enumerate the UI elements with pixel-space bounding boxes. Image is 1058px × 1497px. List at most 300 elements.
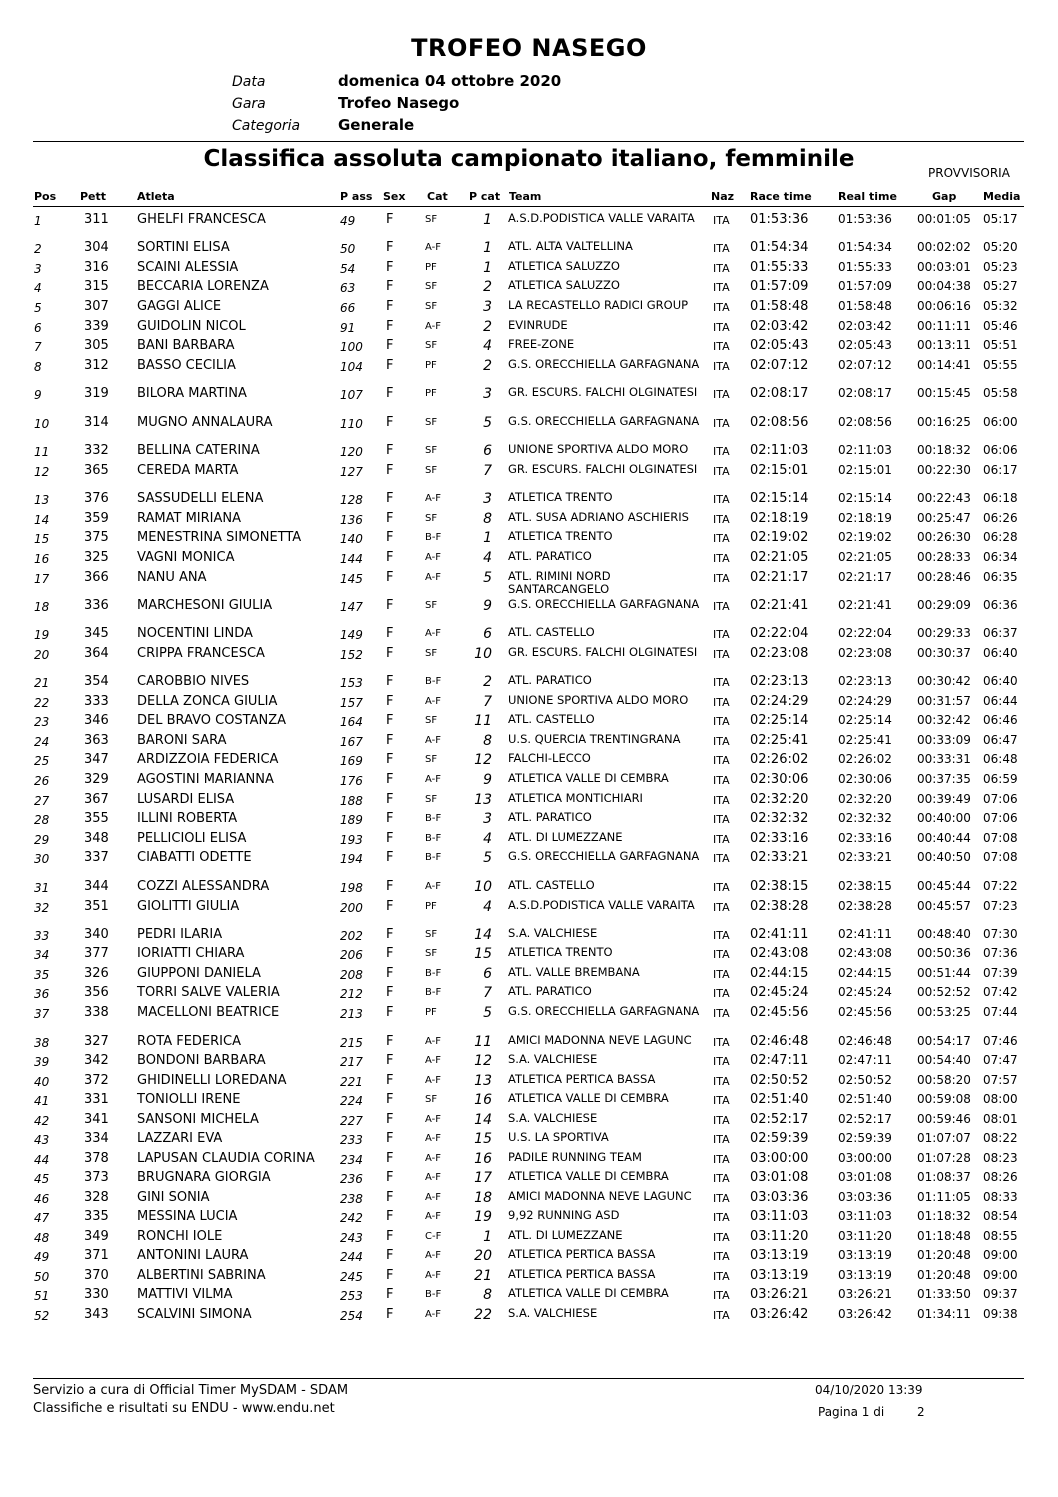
cell-pcat: 10 — [474, 646, 492, 662]
cell-media: 09:38 — [983, 1307, 1018, 1321]
cell-team: ATL. PARATICO — [508, 673, 592, 687]
cell-real-time: 03:13:19 — [838, 1268, 892, 1282]
cell-pett: 338 — [84, 1005, 109, 1020]
cell-naz: ITA — [713, 465, 730, 478]
cell-atleta: CRIPPA FRANCESCA — [137, 646, 265, 661]
cell-pos: 43 — [34, 1133, 50, 1147]
cell-race-time: 02:33:16 — [750, 831, 809, 846]
cell-gap: 01:20:48 — [917, 1248, 971, 1262]
cell-cat: SF — [425, 513, 438, 524]
cell-pos: 2 — [34, 242, 42, 256]
cell-cat: A-F — [425, 1270, 441, 1281]
cell-real-time: 03:01:08 — [838, 1170, 892, 1184]
cell-sex: F — [386, 212, 394, 227]
cell-cat: A-F — [425, 1055, 441, 1066]
cell-cat: SF — [425, 417, 438, 428]
cell-real-time: 02:33:16 — [838, 831, 892, 845]
cell-pcat: 1 — [483, 260, 492, 276]
cell-pett: 342 — [84, 1053, 109, 1068]
cell-pett: 337 — [84, 850, 109, 865]
cell-race-time: 02:59:39 — [750, 1131, 809, 1146]
cell-sex: F — [386, 811, 394, 826]
cell-race-time: 02:41:11 — [750, 927, 809, 942]
cell-gap: 01:20:48 — [917, 1268, 971, 1282]
cell-real-time: 02:25:14 — [838, 713, 892, 727]
cell-atleta: BONDONI BARBARA — [137, 1053, 266, 1068]
cell-naz: ITA — [713, 1250, 730, 1263]
cell-sex: F — [386, 550, 394, 565]
cell-pett: 334 — [84, 1131, 109, 1146]
cell-pass: 224 — [340, 1094, 363, 1108]
cell-pass: 110 — [340, 417, 363, 431]
cell-pos: 37 — [34, 1007, 50, 1021]
cell-naz: ITA — [713, 628, 730, 641]
cell-media: 08:01 — [983, 1112, 1018, 1126]
cell-cat: A-F — [425, 321, 441, 332]
cell-media: 09:00 — [983, 1268, 1018, 1282]
cell-team: G.S. ORECCHIELLA GARFAGNANA — [508, 414, 700, 428]
cell-atleta: MARCHESONI GIULIA — [137, 598, 273, 613]
cell-team: ATLETICA TRENTO — [508, 529, 613, 543]
cell-pos: 15 — [34, 532, 50, 546]
cell-pett: 348 — [84, 831, 109, 846]
cell-gap: 00:45:44 — [917, 879, 971, 893]
cell-pett: 311 — [84, 212, 109, 227]
cell-sex: F — [386, 674, 394, 689]
cell-atleta: GHIDINELLI LOREDANA — [137, 1073, 287, 1088]
cell-cat: B-F — [425, 813, 442, 824]
cell-gap: 00:25:47 — [917, 511, 971, 525]
cell-team: AMICI MADONNA NEVE LAGUNC — [508, 1033, 692, 1047]
cell-gap: 00:28:46 — [917, 570, 971, 584]
cell-sex: F — [386, 491, 394, 506]
cell-sex: F — [386, 1034, 394, 1049]
cell-media: 08:22 — [983, 1131, 1018, 1145]
cell-gap: 01:07:28 — [917, 1151, 971, 1165]
cell-sex: F — [386, 415, 394, 430]
cell-pcat: 7 — [483, 463, 492, 479]
cell-gap: 00:01:05 — [917, 212, 971, 226]
cell-pass: 206 — [340, 948, 363, 962]
cell-real-time: 02:52:17 — [838, 1112, 892, 1126]
cell-gap: 00:02:02 — [917, 240, 971, 254]
cell-pcat: 10 — [474, 879, 492, 895]
cell-atleta: BASSO CECILIA — [137, 358, 236, 373]
cell-naz: ITA — [713, 1211, 730, 1224]
cell-naz: ITA — [713, 572, 730, 585]
cell-gap: 01:18:48 — [917, 1229, 971, 1243]
cell-real-time: 02:05:43 — [838, 338, 892, 352]
cell-media: 07:06 — [983, 792, 1018, 806]
cell-pass: 188 — [340, 794, 363, 808]
cell-media: 05:20 — [983, 240, 1018, 254]
cell-pass: 194 — [340, 852, 363, 866]
cell-race-time: 01:55:33 — [750, 260, 809, 275]
cell-cat: C-F — [425, 1231, 442, 1242]
cell-pett: 356 — [84, 985, 109, 1000]
cell-pcat: 4 — [483, 831, 492, 847]
cell-team: ATL. SUSA ADRIANO ASCHIERIS — [508, 510, 689, 524]
cell-sex: F — [386, 694, 394, 709]
cell-pass: 254 — [340, 1309, 363, 1323]
cell-pass: 233 — [340, 1133, 363, 1147]
cell-cat: A-F — [425, 1133, 441, 1144]
cell-team: S.A. VALCHIESE — [508, 1306, 598, 1320]
cell-sex: F — [386, 279, 394, 294]
cell-atleta: BARONI SARA — [137, 733, 227, 748]
cell-race-time: 01:57:09 — [750, 279, 809, 294]
cell-pos: 3 — [34, 262, 42, 276]
cell-race-time: 02:08:17 — [750, 386, 809, 401]
cell-gap: 00:39:49 — [917, 792, 971, 806]
cell-real-time: 02:32:20 — [838, 792, 892, 806]
cell-team: UNIONE SPORTIVA ALDO MORO — [508, 693, 689, 707]
cell-pett: 365 — [84, 463, 109, 478]
cell-team: ATL. DI LUMEZZANE — [508, 830, 623, 844]
cell-pass: 198 — [340, 881, 363, 895]
cell-naz: ITA — [713, 1153, 730, 1166]
cell-pos: 33 — [34, 929, 50, 943]
cell-real-time: 03:03:36 — [838, 1190, 892, 1204]
cell-pett: 355 — [84, 811, 109, 826]
cell-pett: 378 — [84, 1151, 109, 1166]
cell-sex: F — [386, 1307, 394, 1322]
cell-cat: A-F — [425, 242, 441, 253]
cell-atleta: MESSINA LUCIA — [137, 1209, 238, 1224]
cell-naz: ITA — [713, 929, 730, 942]
cell-pass: 164 — [340, 715, 363, 729]
cell-media: 05:51 — [983, 338, 1018, 352]
cell-sex: F — [386, 792, 394, 807]
cell-cat: SF — [425, 948, 438, 959]
cell-pett: 366 — [84, 570, 109, 585]
cell-race-time: 03:26:42 — [750, 1307, 809, 1322]
cell-real-time: 02:08:17 — [838, 386, 892, 400]
cell-media: 05:27 — [983, 279, 1018, 293]
cell-pcat: 3 — [483, 811, 492, 827]
cell-pass: 147 — [340, 600, 363, 614]
cell-team: GR. ESCURS. FALCHI OLGINATESI — [508, 385, 698, 399]
cell-real-time: 02:24:29 — [838, 694, 892, 708]
cell-naz: ITA — [713, 1036, 730, 1049]
cell-pos: 35 — [34, 968, 50, 982]
cell-team: EVINRUDE — [508, 318, 568, 332]
cell-team: PADILE RUNNING TEAM — [508, 1150, 642, 1164]
cell-pass: 238 — [340, 1192, 363, 1206]
cell-atleta: MUGNO ANNALAURA — [137, 415, 273, 430]
cell-naz: ITA — [713, 715, 730, 728]
cell-cat: B-F — [425, 987, 442, 998]
cell-sex: F — [386, 1287, 394, 1302]
cell-naz: ITA — [713, 735, 730, 748]
cell-atleta: VAGNI MONICA — [137, 550, 235, 565]
cell-pett: 326 — [84, 966, 109, 981]
cell-cat: B-F — [425, 968, 442, 979]
cell-naz: ITA — [713, 676, 730, 689]
cell-pass: 54 — [340, 262, 356, 276]
data-label: Data — [232, 74, 266, 90]
cell-cat: A-F — [425, 1192, 441, 1203]
cell-cat: SF — [425, 794, 438, 805]
cell-media: 06:35 — [983, 570, 1018, 584]
cell-atleta: RAMAT MIRIANA — [137, 511, 241, 526]
cell-pcat: 17 — [474, 1170, 492, 1186]
cell-media: 06:40 — [983, 674, 1018, 688]
cell-cat: A-F — [425, 1075, 441, 1086]
cell-sex: F — [386, 1151, 394, 1166]
cell-atleta: COZZI ALESSANDRA — [137, 879, 270, 894]
cell-atleta: CAROBBIO NIVES — [137, 674, 250, 689]
cell-race-time: 02:43:08 — [750, 946, 809, 961]
cell-pos: 14 — [34, 513, 50, 527]
cell-naz: ITA — [713, 1231, 730, 1244]
cell-real-time: 02:23:13 — [838, 674, 892, 688]
cell-pcat: 8 — [483, 733, 492, 749]
cell-real-time: 02:30:06 — [838, 772, 892, 786]
cell-sex: F — [386, 570, 394, 585]
cell-pett: 315 — [84, 279, 109, 294]
cell-naz: ITA — [713, 262, 730, 275]
cell-cat: A-F — [425, 735, 441, 746]
cell-gap: 00:29:09 — [917, 598, 971, 612]
cell-atleta: IORIATTI CHIARA — [137, 946, 245, 961]
cell-pass: 245 — [340, 1270, 363, 1284]
cell-pos: 4 — [34, 281, 42, 295]
cell-media: 06:34 — [983, 550, 1018, 564]
cell-pass: 215 — [340, 1036, 363, 1050]
cell-pett: 364 — [84, 646, 109, 661]
cell-gap: 00:14:41 — [917, 358, 971, 372]
cell-media: 05:23 — [983, 260, 1018, 274]
cell-sex: F — [386, 1092, 394, 1107]
cell-team: S.A. VALCHIESE — [508, 1052, 598, 1066]
cell-pett: 330 — [84, 1287, 109, 1302]
cell-pett: 335 — [84, 1209, 109, 1224]
cell-cat: A-F — [425, 696, 441, 707]
cell-sex: F — [386, 598, 394, 613]
cell-gap: 00:04:38 — [917, 279, 971, 293]
cell-real-time: 02:08:56 — [838, 415, 892, 429]
col-header-atleta: Atleta — [137, 190, 175, 203]
cell-race-time: 02:03:42 — [750, 319, 809, 334]
cell-pcat: 5 — [483, 850, 492, 866]
cell-race-time: 01:54:34 — [750, 240, 809, 255]
cell-race-time: 01:53:36 — [750, 212, 809, 227]
cell-race-time: 02:33:21 — [750, 850, 809, 865]
cell-race-time: 02:25:41 — [750, 733, 809, 748]
cell-real-time: 03:26:42 — [838, 1307, 892, 1321]
cell-pcat: 11 — [474, 713, 492, 729]
cell-pass: 144 — [340, 552, 363, 566]
cell-pett: 341 — [84, 1112, 109, 1127]
cell-media: 06:59 — [983, 772, 1018, 786]
cell-pett: 363 — [84, 733, 109, 748]
cell-naz: ITA — [713, 360, 730, 373]
cell-pett: 305 — [84, 338, 109, 353]
cell-team: ATLETICA TRENTO — [508, 945, 613, 959]
cell-pett: 347 — [84, 752, 109, 767]
cell-media: 07:08 — [983, 831, 1018, 845]
cell-team: ATLETICA SALUZZO — [508, 278, 620, 292]
cell-sex: F — [386, 646, 394, 661]
cell-pos: 7 — [34, 340, 42, 354]
cell-cat: B-F — [425, 833, 442, 844]
cell-gap: 01:34:11 — [917, 1307, 971, 1321]
cell-pos: 39 — [34, 1055, 50, 1069]
cell-team: ATL. DI LUMEZZANE — [508, 1228, 623, 1242]
cell-race-time: 02:18:19 — [750, 511, 809, 526]
cell-media: 06:44 — [983, 694, 1018, 708]
cell-pett: 307 — [84, 299, 109, 314]
cell-sex: F — [386, 899, 394, 914]
cell-pos: 16 — [34, 552, 50, 566]
cell-sex: F — [386, 1112, 394, 1127]
cell-race-time: 02:19:02 — [750, 530, 809, 545]
cell-atleta: MENESTRINA SIMONETTA — [137, 530, 302, 545]
cell-pett: 333 — [84, 694, 109, 709]
cell-gap: 00:40:44 — [917, 831, 971, 845]
cell-gap: 00:33:31 — [917, 752, 971, 766]
cell-gap: 00:40:00 — [917, 811, 971, 825]
cell-pcat: 3 — [483, 299, 492, 315]
cell-atleta: PEDRI ILARIA — [137, 927, 223, 942]
cell-media: 06:47 — [983, 733, 1018, 747]
cell-real-time: 02:45:24 — [838, 985, 892, 999]
cell-race-time: 02:05:43 — [750, 338, 809, 353]
cell-pcat: 7 — [483, 694, 492, 710]
cell-pcat: 12 — [474, 752, 492, 768]
cell-gap: 01:18:32 — [917, 1209, 971, 1223]
cell-naz: ITA — [713, 901, 730, 914]
cell-real-time: 02:23:08 — [838, 646, 892, 660]
cell-gap: 01:33:50 — [917, 1287, 971, 1301]
cell-pett: 346 — [84, 713, 109, 728]
cell-pcat: 6 — [483, 443, 492, 459]
cell-pass: 149 — [340, 628, 363, 642]
cell-pos: 34 — [34, 948, 50, 962]
cell-cat: B-F — [425, 676, 442, 687]
cell-pass: 66 — [340, 301, 356, 315]
cell-real-time: 02:44:15 — [838, 966, 892, 980]
cell-pass: 244 — [340, 1250, 363, 1264]
cell-real-time: 02:46:48 — [838, 1034, 892, 1048]
cell-gap: 00:03:01 — [917, 260, 971, 274]
cell-media: 07:39 — [983, 966, 1018, 980]
cell-pos: 1 — [34, 214, 42, 228]
cell-naz: ITA — [713, 1172, 730, 1185]
cell-pett: 329 — [84, 772, 109, 787]
cell-pcat: 15 — [474, 946, 492, 962]
cell-pcat: 11 — [474, 1034, 492, 1050]
cell-pos: 21 — [34, 676, 50, 690]
cell-real-time: 02:21:05 — [838, 550, 892, 564]
cell-media: 06:36 — [983, 598, 1018, 612]
cell-naz: ITA — [713, 600, 730, 613]
cell-pos: 8 — [34, 360, 42, 374]
cell-naz: ITA — [713, 388, 730, 401]
cell-race-time: 02:30:06 — [750, 772, 809, 787]
cell-pett: 316 — [84, 260, 109, 275]
cell-pett: 345 — [84, 626, 109, 641]
cell-media: 06:46 — [983, 713, 1018, 727]
cell-team: A.S.D.PODISTICA VALLE VARAITA — [508, 898, 695, 912]
cell-real-time: 01:58:48 — [838, 299, 892, 313]
cell-atleta: SCAINI ALESSIA — [137, 260, 239, 275]
cell-race-time: 02:26:02 — [750, 752, 809, 767]
cell-gap: 00:15:45 — [917, 386, 971, 400]
cell-pos: 28 — [34, 813, 50, 827]
cell-sex: F — [386, 985, 394, 1000]
cell-media: 06:26 — [983, 511, 1018, 525]
cell-real-time: 02:41:11 — [838, 927, 892, 941]
cell-pass: 200 — [340, 901, 363, 915]
col-header-sex: Sex — [383, 190, 406, 203]
cell-cat: A-F — [425, 572, 441, 583]
cell-cat: A-F — [425, 774, 441, 785]
cell-real-time: 02:07:12 — [838, 358, 892, 372]
cell-pos: 52 — [34, 1309, 50, 1323]
cell-team: ATL. PARATICO — [508, 984, 592, 998]
cell-team: AMICI MADONNA NEVE LAGUNC — [508, 1189, 692, 1203]
cell-pett: 349 — [84, 1229, 109, 1244]
cell-race-time: 03:01:08 — [750, 1170, 809, 1185]
cell-atleta: SCALVINI SIMONA — [137, 1307, 252, 1322]
cell-naz: ITA — [713, 532, 730, 545]
cell-sex: F — [386, 1268, 394, 1283]
cell-pcat: 16 — [474, 1151, 492, 1167]
cell-team: FALCHI-LECCO — [508, 751, 591, 765]
cell-pett: 328 — [84, 1190, 109, 1205]
data-value: domenica 04 ottobre 2020 — [338, 72, 562, 90]
cell-team: ATL. ALTA VALTELLINA — [508, 239, 633, 253]
cell-cat: SF — [425, 281, 438, 292]
cell-pos: 27 — [34, 794, 50, 808]
cell-team: G.S. ORECCHIELLA GARFAGNANA — [508, 597, 700, 611]
cell-media: 06:00 — [983, 415, 1018, 429]
cell-pcat: 1 — [483, 1229, 492, 1245]
cell-pass: 128 — [340, 493, 363, 507]
cell-gap: 00:18:32 — [917, 443, 971, 457]
cell-pcat: 8 — [483, 511, 492, 527]
cell-pass: 153 — [340, 676, 363, 690]
cell-cat: A-F — [425, 1153, 441, 1164]
cell-pcat: 7 — [483, 985, 492, 1001]
cell-pos: 6 — [34, 321, 42, 335]
footer-service: Servizio a cura di Official Timer MySDAM - SDAM — [33, 1383, 349, 1398]
cell-sex: F — [386, 1209, 394, 1224]
cell-real-time: 03:11:03 — [838, 1209, 892, 1223]
cell-pos: 17 — [34, 572, 50, 586]
cell-atleta: LAZZARI EVA — [137, 1131, 223, 1146]
cell-naz: ITA — [713, 1075, 730, 1088]
cell-pos: 36 — [34, 987, 50, 1001]
table-row — [0, 1307, 1058, 1343]
cell-cat: A-F — [425, 1309, 441, 1320]
categoria-value: Generale — [338, 116, 415, 134]
cell-race-time: 03:03:36 — [750, 1190, 809, 1205]
cell-sex: F — [386, 626, 394, 641]
cell-pett: 339 — [84, 319, 109, 334]
cell-gap: 00:40:50 — [917, 850, 971, 864]
cell-team: ATL. CASTELLO — [508, 712, 595, 726]
cell-pass: 100 — [340, 340, 363, 354]
cell-sex: F — [386, 850, 394, 865]
cell-sex: F — [386, 1005, 394, 1020]
cell-pos: 11 — [34, 445, 50, 459]
cell-race-time: 02:21:17 — [750, 570, 809, 585]
cell-sex: F — [386, 299, 394, 314]
cell-naz: ITA — [713, 417, 730, 430]
